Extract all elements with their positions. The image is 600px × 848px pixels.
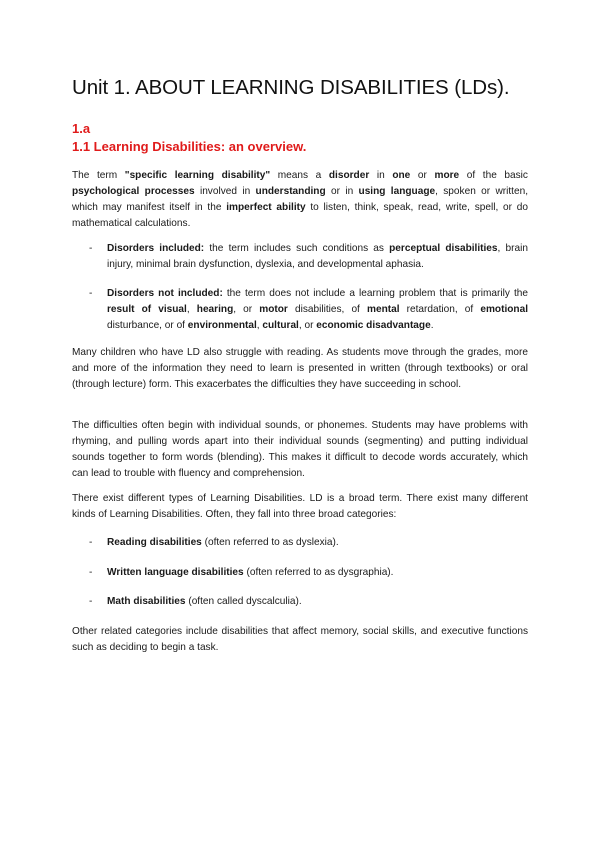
category-reading — [72, 535, 528, 551]
paragraph-other-categories: Other related categories include disabilities that affect memory, social skills, and executive functions such as deciding to begin a task. — [72, 626, 528, 653]
bullet-dash: - — [89, 596, 93, 607]
bullet-text: Disorders included: the term includes such conditions as perceptual disabilities, brain injury, minimal brain dysfunction, dyslexia, and developmental aphasia. — [107, 243, 528, 270]
paragraph-phonemes: The difficulties often begin with individual sounds, or phonemes. Students may have problems with rhyming, and pulling words apart into their individual sounds (segmenting) and putting individual sounds together to form words (blending). This makes it difficult to decode words accurately, which can lead to trouble with fluency and comprehension. — [72, 420, 528, 479]
section-number: 1.a — [72, 121, 91, 136]
category-text: Written language disabilities (often referred to as dysgraphia). — [107, 567, 394, 578]
bullet-dash: - — [89, 567, 93, 578]
bullet-dash: - — [89, 288, 93, 299]
category-text: Math disabilities (often called dyscalculia). — [107, 596, 302, 607]
category-math — [72, 594, 528, 610]
bullet-dash: - — [89, 537, 93, 548]
category-written-language — [72, 565, 528, 581]
bullet-disorders-included — [72, 241, 528, 273]
section-title: 1.1 Learning Disabilities: an overview. — [72, 139, 307, 154]
intro-paragraph: The term "specific learning disability" means a disorder in one or more of the basic psychological processes involved in understanding or in using language, spoken or written, which may manifest itself in the imperfect ability to listen, think, speak, read, write, spell, or do mathematical calculations. — [72, 170, 529, 229]
paragraph-reading-struggles: Many children who have LD also struggle with reading. As students move through the grades, more and more of the information they need to learn is presented in written (through textbooks) or oral (through lecture) form. This exacerbates the difficulties they have succeeding in school. — [72, 347, 528, 390]
category-text: Reading disabilities (often referred to as dyslexia). — [107, 537, 339, 548]
page-title: Unit 1. ABOUT LEARNING DISABILITIES (LDs). — [72, 76, 510, 99]
bullet-dash: - — [89, 243, 93, 254]
bullet-text: Disorders not included: the term does not include a learning problem that is primarily the result of visual, hearing, or motor disabilities, of mental retardation, of emotional disturbance, or of environmental, cultural, or economic disadvantage. — [107, 288, 529, 331]
paragraph-types: There exist different types of Learning Disabilities. LD is a broad term. There exist many different kinds of Learning Disabilities. Often, they fall into three broad categories: — [72, 493, 528, 520]
bullet-disorders-not-included — [72, 286, 528, 334]
